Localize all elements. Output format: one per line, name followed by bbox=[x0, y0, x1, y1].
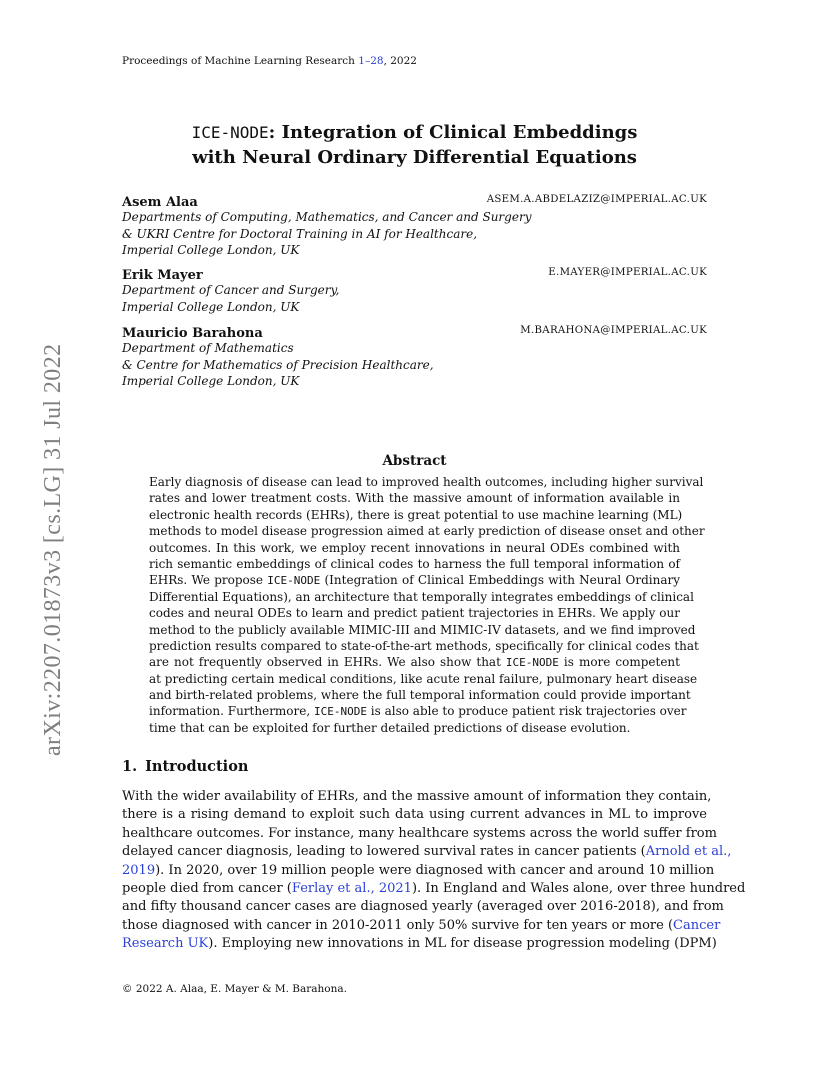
abstract-line bbox=[149, 605, 680, 621]
body-line bbox=[122, 935, 717, 953]
system-name-mention: ICE-NODE bbox=[505, 656, 559, 670]
abstract-line bbox=[149, 507, 683, 523]
section-heading-introduction bbox=[122, 758, 248, 775]
text-run: at predicting certain medical conditions, like acute renal failure, pulmonary heart disease bbox=[149, 671, 698, 686]
introduction-body bbox=[122, 788, 746, 954]
citation-link-arnold[interactable]: Arnold et al., bbox=[645, 844, 732, 860]
abstract-line bbox=[149, 490, 680, 506]
body-line bbox=[122, 843, 732, 861]
text-run: Differential Equations), an architecture that temporally integrates embeddings of clinical bbox=[149, 589, 694, 604]
section-number: 1. bbox=[122, 758, 138, 775]
text-run: information. Furthermore, bbox=[149, 704, 314, 719]
text-run: are not frequently observed in EHRs. We also show that bbox=[149, 655, 506, 670]
system-name-mention: ICE-NODE bbox=[267, 574, 321, 588]
affiliation-line: Imperial College London, UK bbox=[122, 243, 300, 258]
text-run: ). Employing new innovations in ML for disease progression modeling (DPM) bbox=[208, 936, 717, 952]
body-line bbox=[122, 898, 724, 916]
text-run: healthcare outcomes. For instance, many healthcare systems across the world suffer from bbox=[122, 825, 717, 841]
abstract-line bbox=[149, 622, 696, 638]
author-email: M.BARAHONA@IMPERIAL.AC.UK bbox=[520, 325, 707, 336]
text-run: methods to model disease progression aimed at early prediction of disease onset and other bbox=[149, 524, 705, 539]
abstract-body bbox=[149, 474, 705, 736]
text-run: With the wider availability of EHRs, and the massive amount of information they contain, bbox=[122, 789, 712, 804]
text-run: (Integration of Clinical Embeddings with Neural Ordinary bbox=[320, 573, 680, 588]
author-email: E.MAYER@IMPERIAL.AC.UK bbox=[548, 267, 707, 278]
text-run: delayed cancer diagnosis, leading to lowered survival rates in cancer patients ( bbox=[122, 844, 646, 860]
text-run: prediction results compared to state-of-the-art methods, specifically for clinical codes that bbox=[149, 638, 699, 653]
abstract-line bbox=[149, 671, 698, 687]
text-run: codes and neural ODEs to learn and predict patient trajectories in EHRs. We apply our bbox=[149, 606, 680, 621]
abstract-heading: Abstract bbox=[382, 453, 447, 469]
paper-title bbox=[122, 120, 707, 170]
text-run: ). In England and Wales alone, over three hundred bbox=[411, 880, 746, 896]
text-run: ). In 2020, over 19 million people were diagnosed with cancer and around 10 million bbox=[155, 862, 715, 878]
body-line bbox=[122, 917, 721, 935]
affiliation-line: Department of Mathematics bbox=[122, 341, 294, 355]
page-range-link[interactable]: 1–28 bbox=[358, 55, 384, 67]
abstract-line bbox=[149, 572, 680, 588]
affiliation-line: Department of Cancer and Surgery, bbox=[122, 283, 340, 297]
body-line bbox=[122, 862, 715, 880]
citation-link-cancer-research[interactable]: Cancer bbox=[673, 917, 721, 933]
title-line-2: with Neural Ordinary Differential Equations bbox=[192, 147, 637, 168]
author-block-2 bbox=[122, 264, 707, 315]
arxiv-identifier-stamp: arXiv:2207.01873v3 [cs.LG] 31 Jul 2022 bbox=[40, 343, 66, 756]
text-run: people died from cancer ( bbox=[122, 880, 292, 896]
venue-name: Proceedings of Machine Learning Research bbox=[122, 55, 355, 67]
affiliation-line: & Centre for Mathematics of Precision Healthcare, bbox=[122, 357, 434, 372]
abstract-line bbox=[149, 720, 680, 736]
section-title: Introduction bbox=[145, 758, 249, 775]
author-name: Mauricio Barahona bbox=[122, 326, 263, 341]
text-run: those diagnosed with cancer in 2010-2011 only 50% survive for ten years or more ( bbox=[122, 917, 674, 933]
author-block-1 bbox=[122, 191, 707, 259]
header-year: , 2022 bbox=[383, 55, 417, 67]
abstract-line bbox=[149, 556, 680, 572]
abstract-line bbox=[149, 589, 694, 605]
body-line bbox=[122, 825, 717, 843]
abstract-line bbox=[149, 523, 705, 539]
text-run: electronic health records (EHRs), there is great potential to use machine learning (ML) bbox=[149, 507, 683, 522]
system-name-mention: ICE-NODE bbox=[314, 705, 367, 719]
body-line bbox=[122, 880, 746, 898]
text-run: EHRs. We propose bbox=[149, 573, 268, 588]
title-line-1-rest: : Integration of Clinical Embeddings bbox=[268, 122, 638, 143]
title-line-1 bbox=[122, 120, 707, 145]
author-email: ASEM.A.ABDELAZIZ@IMPERIAL.AC.UK bbox=[486, 194, 707, 205]
author-name: Erik Mayer bbox=[122, 268, 203, 283]
affiliation-line: Departments of Computing, Mathematics, and Cancer and Surgery bbox=[122, 210, 532, 224]
citation-link-arnold-year[interactable]: 2019 bbox=[122, 862, 156, 878]
text-run: time that can be exploited for further detailed predictions of disease evolution. bbox=[149, 720, 631, 735]
abstract-line bbox=[149, 687, 691, 703]
abstract-line bbox=[149, 540, 680, 556]
text-run: and birth-related problems, where the full temporal information could provide important bbox=[149, 688, 691, 703]
citation-link-ferlay[interactable]: Ferlay et al., 2021 bbox=[291, 880, 412, 896]
abstract-line bbox=[149, 638, 699, 654]
text-run: Early diagnosis of disease can lead to improved health outcomes, including higher survival bbox=[149, 475, 704, 489]
abstract-line bbox=[149, 474, 704, 490]
text-run: is more competent bbox=[558, 655, 680, 670]
body-line bbox=[122, 806, 707, 824]
body-line bbox=[122, 788, 712, 806]
text-run: rich semantic embeddings of clinical codes to harness the full temporal information of bbox=[149, 556, 680, 571]
abstract-line bbox=[149, 654, 680, 670]
text-run: and fifty thousand cancer cases are diagnosed yearly (averaged over 2016-2018), and from bbox=[122, 899, 724, 915]
text-run: rates and lower treatment costs. With the massive amount of information available in bbox=[149, 491, 680, 506]
affiliation-line: Imperial College London, UK bbox=[122, 299, 300, 314]
title-system-name: ICE-NODE bbox=[191, 123, 269, 142]
text-run: there is a rising demand to exploit such data using current advances in ML to improve bbox=[122, 807, 707, 823]
affiliation-line: & UKRI Centre for Doctoral Training in AI for Healthcare, bbox=[122, 226, 478, 241]
text-run: method to the publicly available MIMIC-III and MIMIC-IV datasets, and we find improved bbox=[149, 622, 696, 637]
running-header bbox=[122, 55, 417, 67]
citation-link-cancer-research-uk[interactable]: Research UK bbox=[122, 936, 209, 952]
text-run: is also able to produce patient risk trajectories over bbox=[366, 704, 687, 719]
author-name: Asem Alaa bbox=[122, 195, 198, 210]
author-block-3 bbox=[122, 322, 707, 390]
affiliation-line: Imperial College London, UK bbox=[122, 374, 300, 389]
abstract-line bbox=[149, 703, 687, 719]
text-run: outcomes. In this work, we employ recent innovations in neural ODEs combined with bbox=[149, 540, 680, 555]
copyright-footer: © 2022 A. Alaa, E. Mayer & M. Barahona. bbox=[122, 983, 347, 995]
